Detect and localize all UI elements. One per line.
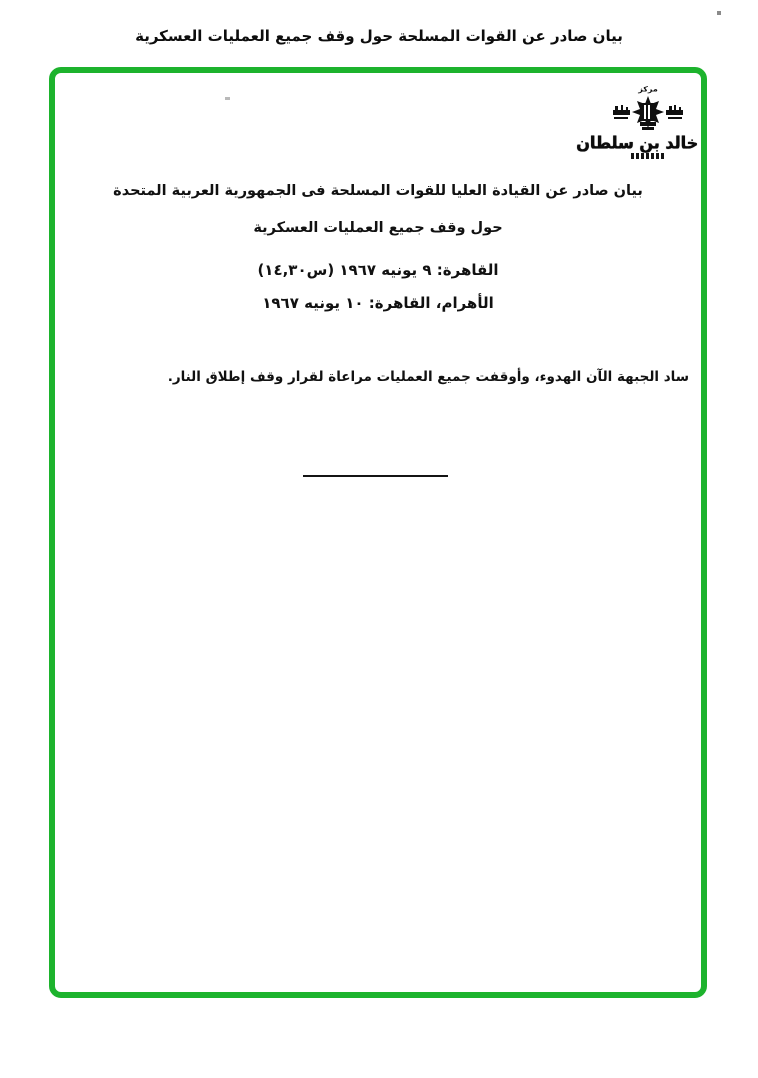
document-frame <box>49 67 707 998</box>
page-title: بيان صادر عن القوات المسلحة حول وقف جميع العمليات العسكرية <box>135 27 623 45</box>
end-of-statement-divider <box>303 475 448 477</box>
publisher-logo <box>576 85 698 159</box>
logo-subtext-marks <box>631 153 665 159</box>
logo-name-text: خالد بن سلطان <box>576 132 698 153</box>
eagle-star-emblem-icon <box>613 94 683 134</box>
dateline-cairo: القاهرة: ٩ يونيه ١٩٦٧ (س١٤,٣٠) <box>257 261 499 279</box>
statement-body-text: ساد الجبهة الآن الهدوء، وأوقفت جميع العمليات مراعاة لقرار وقف إطلاق النار. <box>167 369 689 385</box>
statement-heading-line1: بيان صادر عن القيادة العليا للقوات المسلحة فى الجمهورية العربية المتحدة <box>113 183 643 199</box>
dateline-ahram: الأهرام، القاهرة: ١٠ يونيه ١٩٦٧ <box>262 294 494 312</box>
statement-heading-line2: حول وقف جميع العمليات العسكرية <box>253 220 503 236</box>
logo-top-label: مركز <box>638 85 658 94</box>
scan-artifact-speck <box>225 97 230 100</box>
scan-artifact-dot <box>717 11 721 15</box>
